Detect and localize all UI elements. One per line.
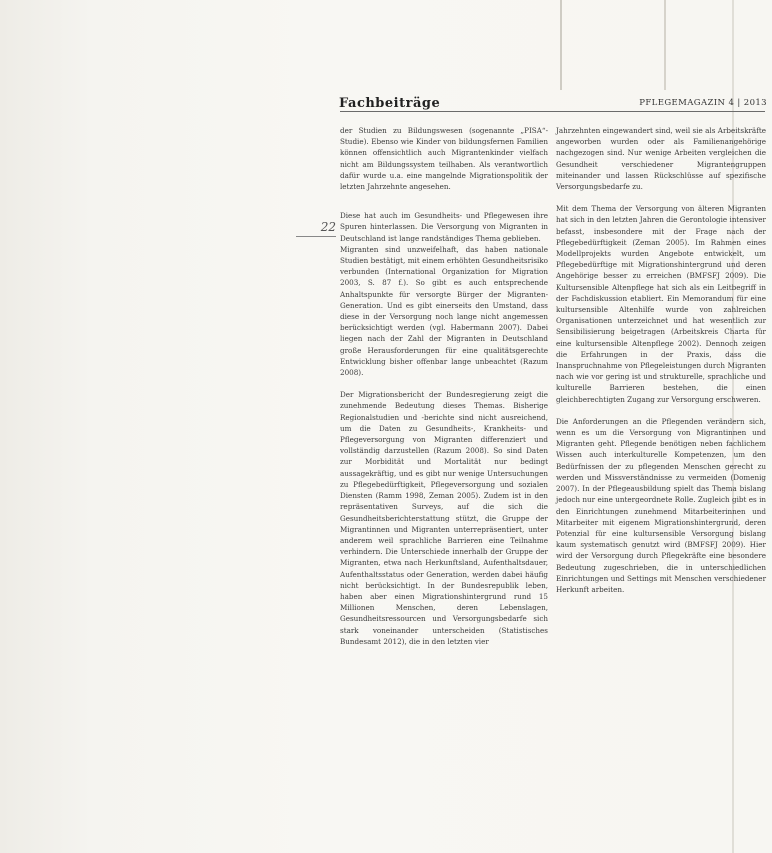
paper-fold-mark — [664, 0, 666, 90]
paragraph: Diese hat auch im Gesundheits- und Pflegewesen ihre Spuren hinterlassen. Die Versorgung von Migranten in Deutschland ist lange randständiges Thema geblieben. — [340, 211, 548, 243]
paragraph: Migranten sind unzweifelhaft, das haben nationale Studien bestätigt, mit einem erhöhten Gesundheitsrisiko verbunden (International Organization for Migration 2003, S. 87 f.). So gibt es auch entsprechende Anhaltspunkte für versorgte Bürger der Migranten-Generation. Und es gibt einerseits den Umstand, dass diese in der Versorgung noch lange nicht angemessen berücksichtigt werden (vgl. Habermann 2007). Dabei liegen nach der Zahl der Migranten in Deutschland große Herausforderungen für eine qualitätsgerechte Entwicklung bisher offenbar lange unbeachtet (Razum 2008). — [340, 244, 548, 378]
paragraph: Die Anforderungen an die Pflegenden verändern sich, wenn es um die Versorgung von Migrantinnen und Migranten geht. Pflegende benötigen neben fachlichem Wissen auch interkulturelle Kompetenzen, um den Bedürfnissen der zu pflegenden Menschen gerecht zu werden und Missverständnisse zu vermeiden (Domenig 2007). In der Pflegeausbildung spielt das Thema bislang jedoch nur eine untergeordnete Rolle. Zugleich gibt es in den Einrichtungen zunehmend Mitarbeiterinnen und Mitarbeiter mit eigenem Migrationshintergrund, deren Potenzial für eine kultursensible Versorgung bislang kaum systematisch genutzt wird (BMFSFJ 2009). Hier wird der Versorgung durch Pflegekräfte eine besondere Bedeutung zugeschrieben, die in unterschiedlichen Einrichtungen und Settings mit Menschen verschiedener Herkunft arbeiten. — [556, 416, 766, 594]
paragraph: Jahrzehnten eingewandert sind, weil sie als Arbeitskräfte angeworben wurden oder als Familienangehörige nachgezogen sind. Nur wenige Arbeiten vergleichen die Gesundheit verschiedener Migrantengruppen miteinander und lassen Rückschlüsse auf spezifische Versorgungsbedarfe zu. — [556, 126, 766, 192]
header-rule — [340, 111, 765, 112]
paper-fold-mark — [560, 0, 562, 90]
text-column-left — [340, 125, 548, 647]
paragraph: Der Migrationsbericht der Bundesregierung zeigt die zunehmende Bedeutung dieses Themas. Bisherige Regionalstudien und -berichte sind nicht ausreichend, um die Daten zu Gesundheits-, Krankheits- und Pflegeversorgung von Migranten differenziert und vollständig darzustellen (Razum 2008). So sind Daten zur Morbidität und Mortalität nur bedingt aussagekräftig, und es gibt nur wenige Untersuchungen zu Pflegebedürftigkeit, Pflegeversorgung und sozialen Diensten (Ramm 1998, Zeman 2005). Zudem ist in den repräsentativen Surveys, auf die sich die Gesundheitsberichterstattung stützt, die Gruppe der Migrantinnen und Migranten unterrepräsentiert, unter anderem weil sprachliche Barrieren eine Teilnahme verhindern. Die Unterschiede innerhalb der Gruppe der Migranten, etwa nach Herkunftsland, Aufenthaltsdauer, Aufenthaltsstatus oder Generation, werden dabei häufig nicht berücksichtigt. In der Bundesrepublik leben, haben aber einen Migrationshintergrund rund 15 Millionen Menschen, deren Lebenslagen, Gesundheitsressourcen und Versorgungsbedarfe sich stark voneinander unterscheiden (Statistisches Bundesamt 2012), die in den letzten vier — [340, 390, 548, 646]
section-title: Fachbeiträge — [339, 96, 441, 111]
magazine-issue: PFLEGEMAGAZIN 4 | 2013 — [639, 98, 767, 108]
paragraph: der Studien zu Bildungswesen (sogenannte „PISA“-Studie). Ebenso wie Kinder von bildungsfernen Familien können offensichtlich auch Migrantenkinder vielfach nicht am Bildungssystem teilhaben. Als verantwortlich dafür wurde u.a. eine mangelnde Migrationspolitik der letzten Jahrzehnte angesehen. — [340, 126, 548, 192]
page-number: 22 — [320, 220, 336, 234]
text-column-right — [556, 125, 766, 595]
page-number-rule — [296, 236, 336, 237]
paragraph: Mit dem Thema der Versorgung von älteren Migranten hat sich in den letzten Jahren die Gerontologie intensiver befasst, insbesondere mit der Frage nach der Pflegebedürftigkeit (Zeman 2005). Im Rahmen eines Modellprojekts wurden Angebote entwickelt, um Pflegebedürftige mit Migrationshintergrund und deren Angehörige besser zu erreichen (BMFSFJ 2009). Die Kultursensible Altenpflege hat sich als ein Leitbegriff in der Fachdiskussion etabliert. Ein Memorandum für eine kultursensible Altenhilfe wurde von zahlreichen Organisationen unterzeichnet und hat wesentlich zur Sensibilisierung beigetragen (Arbeitskreis Charta für eine kultursensible Altenpflege 2002). Dennoch zeigen die Erfahrungen in der Praxis, dass die Inanspruchnahme von Pflegeleistungen durch Migranten nach wie vor gering ist und strukturelle, sprachliche und kulturelle Barrieren bestehen, die einen gleichberechtigten Zugang zur Versorgung erschweren. — [556, 204, 766, 404]
